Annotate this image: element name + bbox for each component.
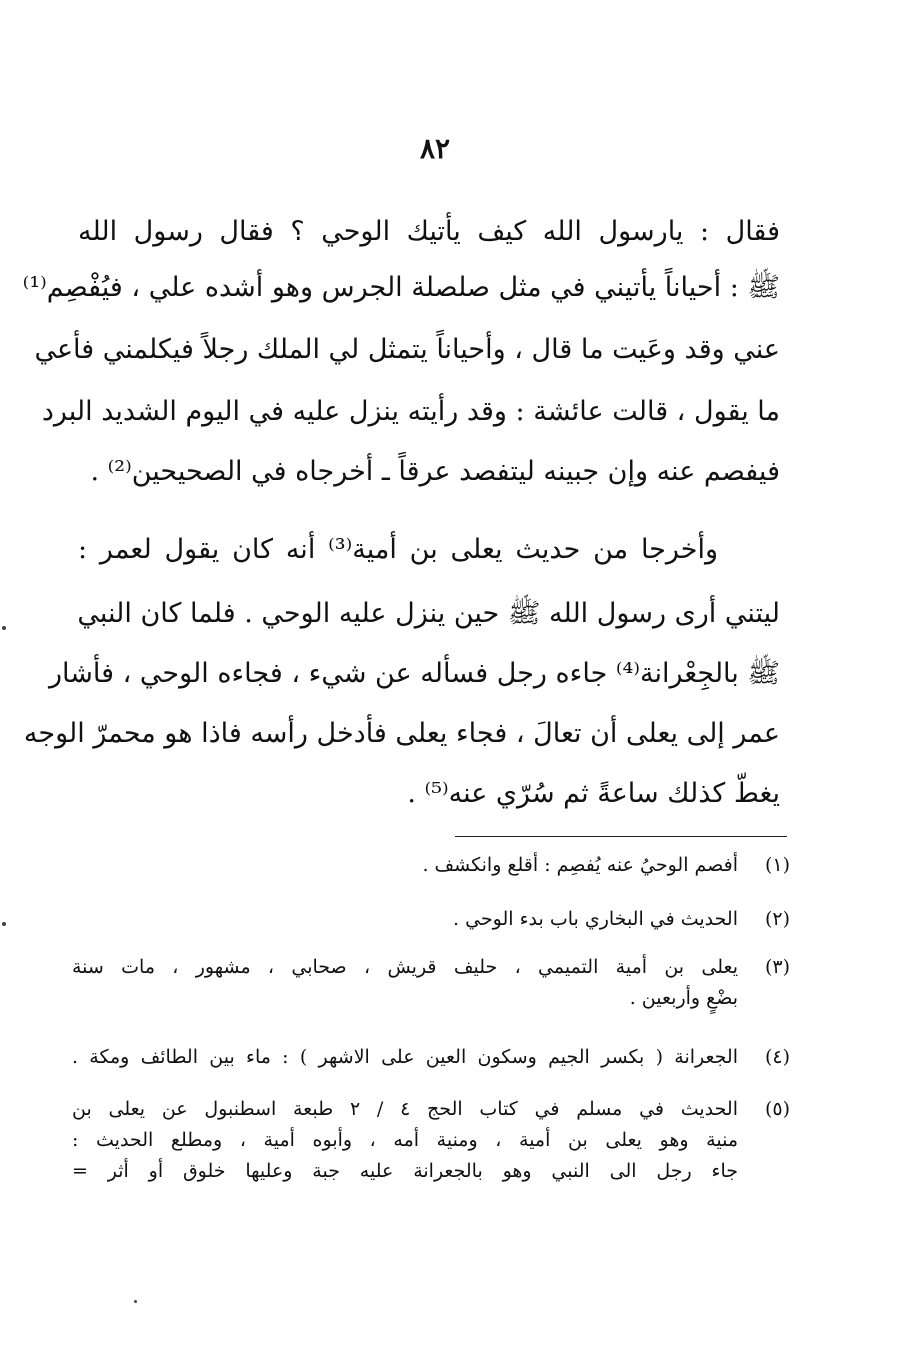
- footnote-number: (٢): [764, 908, 790, 930]
- footnote-number: (١): [764, 854, 790, 876]
- body-line: وأخرجا من حديث يعلى بن أمية⁽³⁾ أنه كان يقول لعمر :: [78, 534, 718, 565]
- scan-speck: [2, 922, 6, 926]
- footnote-line: بضْعٍ وأربعين .: [629, 987, 738, 1009]
- footnote: [72, 1042, 790, 1073]
- footnote-number: (٤): [764, 1046, 790, 1068]
- footnote-line: الحديث في مسلم في كتاب الحج ٤ / ٢ طبعة اسطنبول عن يعلى بن: [72, 1098, 738, 1120]
- body-line: يغطّ كذلك ساعةً ثم سُرّي عنه⁽⁵⁾ .: [407, 778, 780, 809]
- footnote-line: منية وهو يعلى بن أمية ، ومنية أمه ، وأبوه أمية ، ومطلع الحديث :: [72, 1129, 738, 1151]
- footnote: [72, 952, 790, 1014]
- footnote: [72, 850, 790, 881]
- footnote: [72, 904, 790, 935]
- footnote-number: (٣): [764, 956, 790, 978]
- scan-speck: [2, 626, 6, 630]
- scan-speck: [134, 1300, 137, 1303]
- footnote-line: الجعرانة ( بكسر الجيم وسكون العين على الاشهر ) : ماء بين الطائف ومكة .: [72, 1046, 738, 1068]
- footnote-number: (٥): [764, 1098, 790, 1120]
- body-line: ما يقول ، قالت عائشة : وقد رأيته ينزل عليه في اليوم الشديد البرد: [41, 396, 780, 427]
- footnote-line: يعلى بن أمية التميمي ، حليف قريش ، صحابي ، مشهور ، مات سنة: [72, 956, 738, 978]
- body-line: ﷺ بالجِعْرانة⁽⁴⁾ جاءه رجل فسأله عن شيء ، فجاءه الوحي ، فأشار: [48, 658, 780, 689]
- footnote-divider: [455, 836, 787, 837]
- body-line: فقال : يارسول الله كيف يأتيك الوحي ؟ فقال رسول الله: [78, 216, 780, 247]
- body-line: عني وقد وعَيت ما قال ، وأحياناً يتمثل لي الملك رجلاً فيكلمني فأعي: [34, 334, 780, 365]
- footnote-line: الحديث في البخاري باب بدء الوحي .: [453, 908, 738, 930]
- page-number: ٨٢: [419, 132, 451, 165]
- footnote: [72, 1094, 790, 1187]
- body-line: ليتني أرى رسول الله ﷺ حين ينزل عليه الوحي . فلما كان النبي: [77, 598, 780, 629]
- footnote-line: جاء رجل الى النبي وهو بالجعرانة عليه جبة وعليها خلوق أو أثر =: [72, 1160, 738, 1182]
- body-line: ﷺ : أحياناً يأتيني في مثل صلصلة الجرس وهو أشده علي ، فيُفْصِم⁽¹⁾: [22, 272, 780, 303]
- body-line: فيفصم عنه وإن جبينه ليتفصد عرقاً ـ أخرجاه في الصحيحين⁽²⁾ .: [90, 456, 780, 487]
- footnote-line: أفصم الوحيُ عنه يُفصِم : أقلع وانكشف .: [422, 854, 738, 876]
- body-line: عمر إلى يعلى أن تعالَ ، فجاء يعلى فأدخل رأسه فاذا هو محمرّ الوجه: [23, 718, 780, 749]
